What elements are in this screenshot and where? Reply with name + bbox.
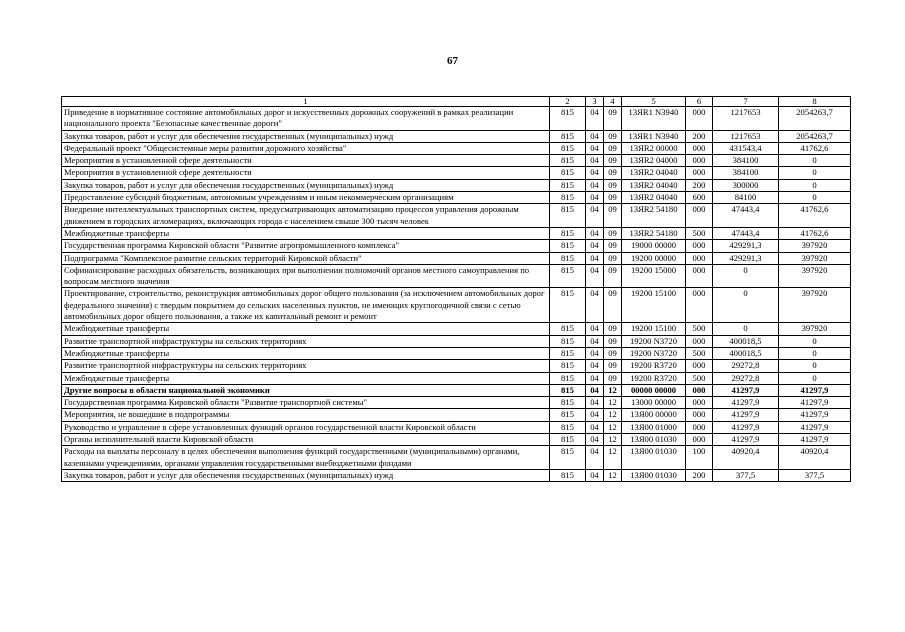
row-amount-cell: 41297,9 [713, 421, 779, 433]
row-subsection-cell: 09 [604, 372, 622, 384]
row-section-cell: 04 [586, 240, 604, 252]
row-target-article-cell: 13Я00 01030 [622, 446, 686, 470]
row-code-cell: 815 [550, 409, 586, 421]
row-subsection-cell: 09 [604, 204, 622, 228]
row-name-cell: Государственная программа Кировской области "Развитие агропромышленного комплекса" [62, 240, 550, 252]
row-section-cell: 04 [586, 252, 604, 264]
row-amount-cell: 2054263,7 [779, 107, 851, 131]
row-amount-cell: 41297,9 [779, 384, 851, 396]
row-expense-type-cell: 000 [686, 204, 713, 228]
row-amount-cell: 0 [779, 360, 851, 372]
row-subsection-cell: 09 [604, 323, 622, 335]
row-amount-cell: 0 [779, 179, 851, 191]
row-target-article-cell: 19200 N3720 [622, 347, 686, 359]
row-section-cell: 04 [586, 421, 604, 433]
row-amount-cell: 397920 [779, 323, 851, 335]
table-row [62, 227, 851, 239]
row-target-article-cell: 19000 00000 [622, 240, 686, 252]
row-subsection-cell: 09 [604, 192, 622, 204]
row-subsection-cell: 12 [604, 421, 622, 433]
row-expense-type-cell: 500 [686, 323, 713, 335]
row-expense-type-cell: 000 [686, 252, 713, 264]
header-cell: 6 [686, 97, 713, 107]
row-section-cell: 04 [586, 434, 604, 446]
table-row [62, 264, 851, 288]
row-name-cell: Закупка товаров, работ и услуг для обеспечения государственных (муниципальных) нужд [62, 179, 550, 191]
row-section-cell: 04 [586, 446, 604, 470]
row-name-cell: Развитие транспортной инфраструктуры на сельских территориях [62, 335, 550, 347]
row-target-article-cell: 13ЯR2 00000 [622, 142, 686, 154]
row-section-cell: 04 [586, 192, 604, 204]
row-subsection-cell: 09 [604, 130, 622, 142]
row-target-article-cell: 13ЯR2 04040 [622, 179, 686, 191]
row-code-cell: 815 [550, 240, 586, 252]
table-row [62, 240, 851, 252]
row-section-cell: 04 [586, 409, 604, 421]
header-cell: 5 [622, 97, 686, 107]
row-amount-cell: 1217653 [713, 107, 779, 131]
table-row [62, 107, 851, 131]
row-amount-cell: 384100 [713, 155, 779, 167]
row-code-cell: 815 [550, 204, 586, 228]
row-amount-cell: 0 [779, 347, 851, 359]
row-amount-cell: 397920 [779, 264, 851, 288]
row-target-article-cell: 13ЯR2 54180 [622, 204, 686, 228]
row-target-article-cell: 00000 00000 [622, 384, 686, 396]
row-section-cell: 04 [586, 372, 604, 384]
row-expense-type-cell: 000 [686, 397, 713, 409]
table-row [62, 323, 851, 335]
row-code-cell: 815 [550, 384, 586, 396]
row-section-cell: 04 [586, 469, 604, 481]
table-row [62, 335, 851, 347]
row-name-cell: Федеральный проект "Общесистемные меры развития дорожного хозяйства" [62, 142, 550, 154]
table-row [62, 360, 851, 372]
row-expense-type-cell: 000 [686, 384, 713, 396]
table-row [62, 421, 851, 433]
row-code-cell: 815 [550, 323, 586, 335]
row-section-cell: 04 [586, 397, 604, 409]
row-amount-cell: 431543,4 [713, 142, 779, 154]
row-amount-cell: 1217653 [713, 130, 779, 142]
row-subsection-cell: 09 [604, 155, 622, 167]
row-section-cell: 04 [586, 179, 604, 191]
row-amount-cell: 41297,9 [713, 384, 779, 396]
header-cell: 4 [604, 97, 622, 107]
row-name-cell: Мероприятия в установленной сфере деятельности [62, 167, 550, 179]
row-subsection-cell: 09 [604, 179, 622, 191]
row-name-cell: Межбюджетные трансферты [62, 372, 550, 384]
row-subsection-cell: 09 [604, 227, 622, 239]
row-code-cell: 815 [550, 469, 586, 481]
table-row [62, 409, 851, 421]
row-name-cell: Другие вопросы в области национальной экономики [62, 384, 550, 396]
row-amount-cell: 429291,3 [713, 252, 779, 264]
row-subsection-cell: 12 [604, 397, 622, 409]
row-amount-cell: 0 [779, 192, 851, 204]
row-code-cell: 815 [550, 372, 586, 384]
row-code-cell: 815 [550, 360, 586, 372]
row-target-article-cell: 19200 R3720 [622, 360, 686, 372]
row-amount-cell: 0 [779, 167, 851, 179]
table-row [62, 204, 851, 228]
row-amount-cell: 40920,4 [713, 446, 779, 470]
row-amount-cell: 0 [779, 372, 851, 384]
page-number: 67 [447, 55, 458, 67]
row-expense-type-cell: 000 [686, 434, 713, 446]
row-amount-cell: 29272,8 [713, 360, 779, 372]
row-amount-cell: 400018,5 [713, 347, 779, 359]
row-amount-cell: 40920,4 [779, 446, 851, 470]
row-name-cell: Закупка товаров, работ и услуг для обеспечения государственных (муниципальных) нужд [62, 469, 550, 481]
table-header-row [62, 97, 851, 107]
row-target-article-cell: 13ЯR1 N3940 [622, 130, 686, 142]
row-name-cell: Межбюджетные трансферты [62, 227, 550, 239]
row-name-cell: Внедрение интеллектуальных транспортных систем, предусматривающих автоматизацию процессов управления дорожным движением в городских агломерациях, включающих города с населением свыше 300 тысяч человек [62, 204, 550, 228]
row-target-article-cell: 19200 15100 [622, 288, 686, 323]
header-cell: 1 [62, 97, 550, 107]
row-name-cell: Расходы на выплаты персоналу в целях обеспечения выполнения функций государственными (муниципальными) органами, казенными учреждениями, органами управления государственными внебюджетными фондами [62, 446, 550, 470]
row-amount-cell: 84100 [713, 192, 779, 204]
row-target-article-cell: 13ЯR2 04000 [622, 155, 686, 167]
row-code-cell: 815 [550, 167, 586, 179]
row-name-cell: Закупка товаров, работ и услуг для обеспечения государственных (муниципальных) нужд [62, 130, 550, 142]
row-code-cell: 815 [550, 288, 586, 323]
row-section-cell: 04 [586, 360, 604, 372]
row-name-cell: Софинансирование расходных обязательств, возникающих при выполнении полномочий органов местного самоуправления по вопросам местного значения [62, 264, 550, 288]
header-cell: 3 [586, 97, 604, 107]
row-amount-cell: 397920 [779, 252, 851, 264]
row-target-article-cell: 13ЯR1 N3940 [622, 107, 686, 131]
row-name-cell: Развитие транспортной инфраструктуры на сельских территориях [62, 360, 550, 372]
row-expense-type-cell: 000 [686, 142, 713, 154]
row-amount-cell: 47443,4 [713, 227, 779, 239]
row-target-article-cell: 13Я00 01030 [622, 434, 686, 446]
row-amount-cell: 377,5 [779, 469, 851, 481]
row-code-cell: 815 [550, 434, 586, 446]
table-row [62, 130, 851, 142]
row-section-cell: 04 [586, 227, 604, 239]
budget-table [61, 96, 851, 482]
row-target-article-cell: 13ЯR2 54180 [622, 227, 686, 239]
row-name-cell: Органы исполнительной власти Кировской области [62, 434, 550, 446]
header-cell: 2 [550, 97, 586, 107]
row-expense-type-cell: 200 [686, 179, 713, 191]
row-section-cell: 04 [586, 347, 604, 359]
row-amount-cell: 47443,4 [713, 204, 779, 228]
row-subsection-cell: 09 [604, 347, 622, 359]
table-row [62, 384, 851, 396]
row-expense-type-cell: 200 [686, 130, 713, 142]
row-subsection-cell: 09 [604, 252, 622, 264]
row-code-cell: 815 [550, 264, 586, 288]
row-expense-type-cell: 500 [686, 372, 713, 384]
row-subsection-cell: 09 [604, 107, 622, 131]
row-section-cell: 04 [586, 130, 604, 142]
row-expense-type-cell: 000 [686, 167, 713, 179]
row-expense-type-cell: 000 [686, 335, 713, 347]
row-amount-cell: 397920 [779, 288, 851, 323]
row-amount-cell: 377,5 [713, 469, 779, 481]
header-cell: 7 [713, 97, 779, 107]
row-subsection-cell: 09 [604, 288, 622, 323]
row-amount-cell: 0 [713, 288, 779, 323]
row-name-cell: Государственная программа Кировской области "Развитие транспортной системы" [62, 397, 550, 409]
row-amount-cell: 41297,9 [713, 434, 779, 446]
row-code-cell: 815 [550, 446, 586, 470]
row-section-cell: 04 [586, 167, 604, 179]
row-amount-cell: 41762,6 [779, 227, 851, 239]
row-amount-cell: 397920 [779, 240, 851, 252]
row-code-cell: 815 [550, 107, 586, 131]
row-expense-type-cell: 000 [686, 288, 713, 323]
row-section-cell: 04 [586, 384, 604, 396]
row-code-cell: 815 [550, 421, 586, 433]
row-subsection-cell: 12 [604, 384, 622, 396]
row-amount-cell: 41297,9 [779, 434, 851, 446]
row-subsection-cell: 09 [604, 240, 622, 252]
row-amount-cell: 41297,9 [713, 409, 779, 421]
row-amount-cell: 400018,5 [713, 335, 779, 347]
row-amount-cell: 41297,9 [713, 397, 779, 409]
table-row [62, 397, 851, 409]
row-target-article-cell: 13Я00 00000 [622, 409, 686, 421]
row-target-article-cell: 13Я00 01030 [622, 469, 686, 481]
row-amount-cell: 0 [779, 155, 851, 167]
row-code-cell: 815 [550, 155, 586, 167]
row-amount-cell: 0 [713, 264, 779, 288]
row-code-cell: 815 [550, 252, 586, 264]
row-section-cell: 04 [586, 142, 604, 154]
row-code-cell: 815 [550, 130, 586, 142]
row-amount-cell: 429291,3 [713, 240, 779, 252]
row-subsection-cell: 09 [604, 167, 622, 179]
table-row [62, 142, 851, 154]
row-target-article-cell: 13ЯR2 04040 [622, 192, 686, 204]
row-name-cell: Предоставление субсидий бюджетным, автономным учреждениям и иным некоммерческим организациям [62, 192, 550, 204]
header-cell: 8 [779, 97, 851, 107]
row-name-cell: Руководство и управление в сфере установленных функций органов государственной власти Кировской области [62, 421, 550, 433]
row-subsection-cell: 12 [604, 409, 622, 421]
row-expense-type-cell: 600 [686, 192, 713, 204]
row-target-article-cell: 19200 15000 [622, 264, 686, 288]
row-subsection-cell: 09 [604, 264, 622, 288]
row-target-article-cell: 13Я00 01000 [622, 421, 686, 433]
row-subsection-cell: 12 [604, 446, 622, 470]
table-row [62, 372, 851, 384]
row-section-cell: 04 [586, 323, 604, 335]
table-row [62, 155, 851, 167]
row-subsection-cell: 09 [604, 142, 622, 154]
row-section-cell: 04 [586, 155, 604, 167]
row-expense-type-cell: 000 [686, 360, 713, 372]
row-name-cell: Межбюджетные трансферты [62, 347, 550, 359]
row-subsection-cell: 09 [604, 360, 622, 372]
table-row [62, 192, 851, 204]
row-expense-type-cell: 100 [686, 446, 713, 470]
table-row [62, 434, 851, 446]
row-name-cell: Мероприятия, не вошедшие в подпрограммы [62, 409, 550, 421]
row-amount-cell: 41297,9 [779, 409, 851, 421]
row-amount-cell: 41762,6 [779, 204, 851, 228]
row-target-article-cell: 19200 15100 [622, 323, 686, 335]
row-expense-type-cell: 200 [686, 469, 713, 481]
row-amount-cell: 41297,9 [779, 421, 851, 433]
row-expense-type-cell: 000 [686, 421, 713, 433]
row-target-article-cell: 13000 00000 [622, 397, 686, 409]
row-amount-cell: 300000 [713, 179, 779, 191]
table-row [62, 469, 851, 481]
table-row [62, 288, 851, 323]
row-section-cell: 04 [586, 264, 604, 288]
row-subsection-cell: 09 [604, 335, 622, 347]
row-code-cell: 815 [550, 179, 586, 191]
row-amount-cell: 29272,8 [713, 372, 779, 384]
row-name-cell: Мероприятия в установленной сфере деятельности [62, 155, 550, 167]
row-target-article-cell: 13ЯR2 04040 [622, 167, 686, 179]
row-amount-cell: 41297,9 [779, 397, 851, 409]
row-target-article-cell: 19200 00000 [622, 252, 686, 264]
row-name-cell: Проектирование, строительство, реконструкция автомобильных дорог общего пользования (за исключением автомобильных дорог федерального значения) с твердым покрытием до сельских населенных пунктов, не имеющих круглогодичной связи с сетью автомобильных дорог общего пользования, а также их капитальный ремонт и ремонт [62, 288, 550, 323]
table-row [62, 446, 851, 470]
table-row [62, 347, 851, 359]
row-section-cell: 04 [586, 335, 604, 347]
row-code-cell: 815 [550, 397, 586, 409]
row-expense-type-cell: 000 [686, 409, 713, 421]
row-name-cell: Межбюджетные трансферты [62, 323, 550, 335]
row-amount-cell: 0 [779, 335, 851, 347]
table-row [62, 252, 851, 264]
row-expense-type-cell: 000 [686, 155, 713, 167]
row-name-cell: Подпрограмма "Комплексное развитие сельских территорий Кировской области" [62, 252, 550, 264]
row-name-cell: Приведение в нормативное состояние автомобильных дорог и искусственных дорожных сооружений в рамках реализации национального проекта "Безопасные качественные дороги" [62, 107, 550, 131]
row-code-cell: 815 [550, 347, 586, 359]
row-code-cell: 815 [550, 335, 586, 347]
row-code-cell: 815 [550, 142, 586, 154]
table-row [62, 179, 851, 191]
row-amount-cell: 0 [713, 323, 779, 335]
row-section-cell: 04 [586, 288, 604, 323]
row-expense-type-cell: 500 [686, 227, 713, 239]
row-section-cell: 04 [586, 204, 604, 228]
row-section-cell: 04 [586, 107, 604, 131]
row-code-cell: 815 [550, 227, 586, 239]
row-amount-cell: 384100 [713, 167, 779, 179]
row-expense-type-cell: 500 [686, 347, 713, 359]
row-target-article-cell: 19200 N3720 [622, 335, 686, 347]
row-subsection-cell: 12 [604, 469, 622, 481]
row-expense-type-cell: 000 [686, 240, 713, 252]
row-amount-cell: 2054263,7 [779, 130, 851, 142]
row-code-cell: 815 [550, 192, 586, 204]
row-amount-cell: 41762,6 [779, 142, 851, 154]
row-expense-type-cell: 000 [686, 264, 713, 288]
row-target-article-cell: 19200 R3720 [622, 372, 686, 384]
table-row [62, 167, 851, 179]
row-subsection-cell: 12 [604, 434, 622, 446]
row-expense-type-cell: 000 [686, 107, 713, 131]
